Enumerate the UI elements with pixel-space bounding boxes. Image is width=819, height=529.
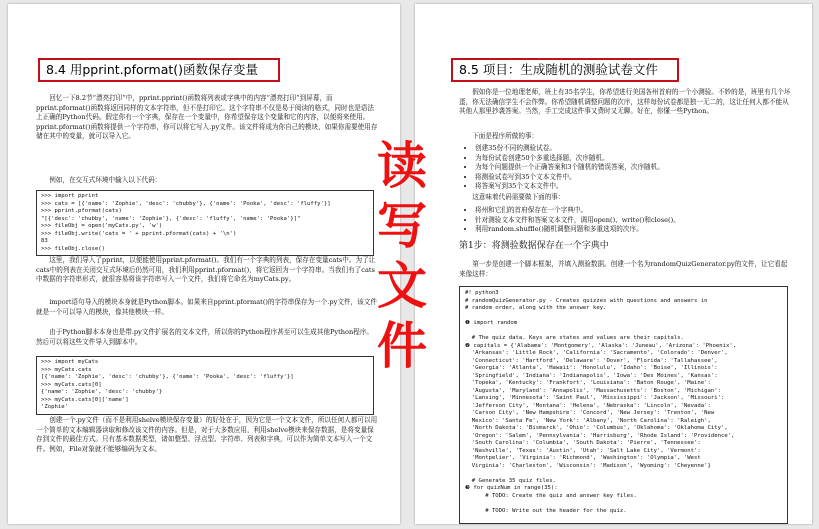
- left-paragraph-5: [36, 328, 378, 347]
- list-item: • 利用random.shuffle()随机调整问题和多重选项的次序。: [475, 225, 792, 235]
- left-paragraph-4: [36, 298, 378, 317]
- right-paragraph-4: [459, 260, 792, 279]
- code-text: >>> import myCats >>> myCats.cats [{'name': 'Zophie', 'desc': 'chubby'}, {'name': 'Pooka', 'desc': 'fluffy'}] >>> myCats.cats[0] {'name': 'Zophie', 'desc': 'chubby'} >>> myCats.cats[0]['name'] 'Zophie': [41, 359, 294, 410]
- code-block-pformat: [36, 190, 374, 256]
- program-tasks-list: [459, 144, 792, 192]
- list-item: • 为每份试卷创建50个多重选择题，次序随机。: [475, 154, 792, 164]
- left-paragraph-2: [36, 176, 378, 186]
- list-item: • 将州和它们的首府保存在一个字典中。: [475, 206, 792, 216]
- code-tasks-list: [459, 206, 792, 235]
- step-1-title: [459, 240, 792, 252]
- right-paragraph-2: [459, 132, 792, 142]
- code-tasks-title: 这意味着代码需要做下面的事：: [472, 193, 565, 201]
- left-paragraph-3: [36, 256, 378, 285]
- generate-programs-text: 由于Python脚本本身也是带.py文件扩展名的文本文件，所以你的Python程序甚至可以生成其他Python程序。然后可以将这些文件导入到脚本中。: [36, 328, 374, 346]
- right-paragraph-3: [459, 193, 792, 203]
- code-text: >>> import pprint >>> cats = [{'name': 'Zophie', 'desc': 'chubby'}, {'name': 'Pooka', 'desc': 'fluffy'}] >>> pprint.pformat(cats) "[{'desc': 'chubby', 'name': 'Zophie'}, {'desc': 'fluffy', 'name': 'Pooka'}]" >>> fileObj = open('myCats.py', 'w') >>> fileObj.write('cats = ' + pprint.pformat(cats) + '\n') 83 >>> fileObj.close(): [41, 193, 331, 252]
- right-page: [415, 4, 812, 524]
- pformat-intro-text: 回忆一下8.2节“漂亮打印”中，pprint.pprint()函数将列表或字典中的内容“漂亮打印”到屏幕，而pprint.pformat()函数将返回同样的文本字符串，但不是打印它。这个字符串不仅是易于阅读的格式，同时也是语法上正确的Python代码。假定你有一个字典，保存在一个变量中，你希望保存这个变量和它的内容，以便将来使用。pprint.pformat()函数将提供一个字符串，你可以将它写入.py文件。该文件将成为你自己的模块，如果你需要使用存储在其中的变量，就可以导入它。: [36, 94, 378, 141]
- overlay-char: 读: [377, 137, 427, 195]
- import-module-text: import语句导入的模块本身就是Python脚本。如果来自pprint.pformat()的字符串保存为一个.py文件，该文件就是一个可以导入的模块，像其他模块一样。: [36, 298, 377, 316]
- list-item: • 创建35份不同的测验试卷。: [475, 144, 792, 154]
- quiz-intro-text: 假如你是一位地理老师，班上有35名学生，你希望进行美国各州首府的一个小测验。不妙的是，班里有几个坏蛋，你无法确信学生不会作弊。你希望随机调整问题的次序，这样每份试卷都是独一无二的，这让任何人都不能从其他人那里抄袭答案。当然，手工完成这件事又费时又无聊。好在，你懂一些Python。: [459, 88, 791, 116]
- overlay-char: 写: [377, 197, 427, 255]
- code-block-import: [36, 356, 374, 415]
- pformat-explain-text: 这里，我们导入了pprint，以便能使用pprint.pformat()。我们有一个字典的列表，保存在变量cats中。为了让cats中的列表在关闭交互式环境后仍然可用，我们利用pprint.pformat()，将它返回为一个字符串。当我们有了cats中数据的字符串形式，就很容易将该字符串写入一个文件，我们将它命名为myCats.py。: [36, 256, 376, 284]
- step-title-text: 第1步：将测验数据保存在一个字典中: [459, 241, 609, 251]
- left-paragraph-6: [36, 416, 378, 454]
- overlay-char: 文: [377, 257, 427, 315]
- list-item: • 针对测验文本文件和答案文本文件，调用open()、write()和close()。: [475, 216, 792, 226]
- right-paragraph-1: [459, 88, 792, 117]
- step-1-text: 第一步是创建一个脚本框架，并填入测验数据。创建一个名为randomQuizGenerator.py的文件，让它看起来像这样：: [459, 260, 788, 278]
- list-item: • 为每个问题提供一个正确答案和3个随机的错误答案，次序随机。: [475, 163, 792, 173]
- program-tasks-title: 下面是程序所做的事：: [472, 132, 539, 140]
- code-block-quiz-generator: [459, 286, 788, 524]
- example-intro-text: 例如，在交互式环境中输入以下代码：: [49, 176, 162, 184]
- overlay-char: 件: [377, 317, 427, 375]
- code-text: #! python3 # randomQuizGenerator.py - Creates quizzes with questions and answers in # random order, along with the answer key. ❶ import random # The quiz data. Keys are states and values are their capitals. ❷ capitals = {'Alabama': 'Montgomery', 'Alaska': 'Juneau', 'Arizona': 'Phoenix', 'Arkansas': 'Little Rock', 'California': 'Sacramento', 'Colorado': 'Denver', 'Connecticut': 'Hartford', 'Delaware': 'Dover', 'Florida': 'Tallahassee', 'Georgia': 'Atlanta', 'Hawaii': 'Honolulu', 'Idaho': 'Boise', 'Illinois': 'Springfield', 'Indiana': 'Indianapolis', 'Iowa': 'Des Moines', 'Kansas': 'Topeka', 'Kentucky': 'Frankfort', 'Louisiana': 'Baton Rouge', 'Maine': 'Augusta', 'Maryland': 'Annapolis', 'Massachusetts': 'Boston', 'Michigan': 'Lansing', 'Minnesota': 'Saint Paul', 'Mississippi': 'Jackson', 'Missouri': 'Jefferson City', 'Montana': 'Helena', 'Nebraska': 'Lincoln', 'Nevada': 'Carson City', 'New Hampshire': 'Concord', 'New Jersey': 'Trenton', 'New Mexico': 'Santa Fe', 'New York': 'Albany', 'North Carolina': 'Raleigh', 'North Dakota': 'Bismarck', 'Ohio': 'Columbus', 'Oklahoma': 'Oklahoma City', 'Oregon': 'Salem', 'Pennsylvania': 'Harrisburg', 'Rhode Island': 'Providence', 'South Carolina': 'Columbia', 'South Dakota': 'Pierre', 'Tennessee': 'Nashville', 'Texas': 'Austin', 'Utah': 'Salt Lake City', 'Vermont': 'Montpelier', 'Virginia': 'Richmond', 'Washington': 'Olympia', 'West Virginia': 'Charleston', 'Wisconsin': 'Madison', 'Wyoming': 'Cheyenne'} # Generate 35 quiz files. ❸ for quizNum in range(35): # TODO: Create the quiz and answer key files. # TODO: Write out the header for the quiz.: [465, 290, 737, 514]
- list-item: • 将测验试卷写到35个文本文件中。: [475, 173, 792, 183]
- left-paragraph-1: [36, 94, 378, 142]
- list-item: • 将答案写到35个文本文件中。: [475, 182, 792, 192]
- py-file-benefit-text: 创建一个.py文件（而不是利用shelve模块保存变量）的好处在于，因为它是一个文本文件，所以任何人都可以用一个简单的文本编辑器读取和修改该文件的内容。但是，对于大多数应用，利用shelve模块来保存数据，是将变量保存到文件的最佳方式。只有基本数据类型，诸如整型、浮点型、字符串、列表和字典，可以作为简单文本写入一个文件。例如，File对象就不能够编码为文本。: [36, 416, 378, 453]
- section-heading-8-4: 8.4 用pprint.pformat()函数保存变量: [38, 58, 280, 82]
- section-heading-8-5: 8.5 项目：生成随机的测验试卷文件: [451, 58, 679, 82]
- left-page: [8, 4, 400, 524]
